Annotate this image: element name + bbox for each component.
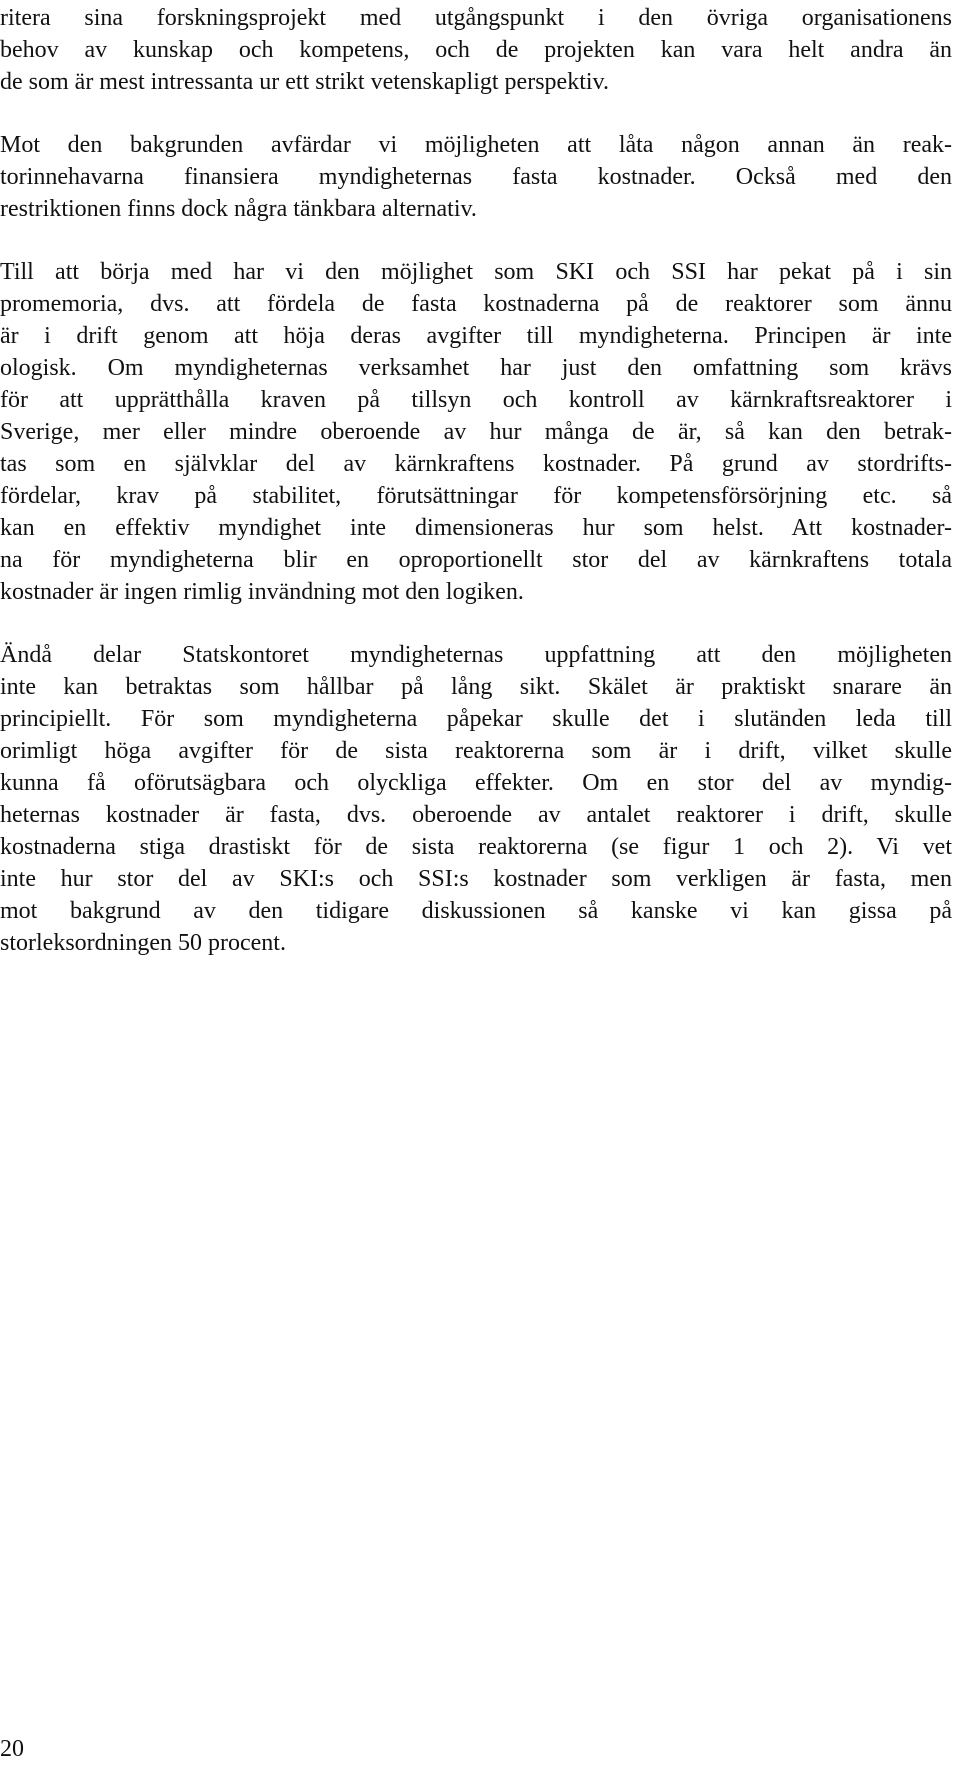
text-line: heternas kostnader är fasta, dvs. oberoende av antalet reaktorer i drift, skulle — [0, 802, 952, 828]
text-line: orimligt höga avgifter för de sista reaktorerna som är i drift, vilket skulle — [0, 738, 952, 764]
text-line: Till att börja med har vi den möjlighet som SKI och SSI har pekat på i sin — [0, 259, 952, 285]
text-line: promemoria, dvs. att fördela de fasta kostnaderna på de reaktorer som ännu — [0, 291, 952, 317]
text-line: Ändå delar Statskontoret myndigheternas uppfattning att den möjligheten — [0, 642, 952, 668]
text-line: inte kan betraktas som hållbar på lång sikt. Skälet är praktiskt snarare än — [0, 674, 952, 700]
text-line: ritera sina forskningsprojekt med utgångspunkt i den övriga organisationens — [0, 5, 952, 31]
paragraph — [0, 256, 952, 608]
paragraph — [0, 2, 952, 98]
text-line: tas som en självklar del av kärnkraftens kostnader. På grund av stordrifts- — [0, 451, 952, 477]
text-line: torinnehavarna finansiera myndigheternas fasta kostnader. Också med den — [0, 164, 952, 190]
page-number: 20 — [0, 1736, 24, 1762]
text-line: restriktionen finns dock några tänkbara alternativ. — [0, 196, 477, 222]
text-line: na för myndigheterna blir en oproportionellt stor del av kärnkraftens totala — [0, 547, 952, 573]
paragraph — [0, 129, 952, 225]
text-line: kunna få oförutsägbara och olyckliga effekter. Om en stor del av myndig- — [0, 770, 952, 796]
text-line: är i drift genom att höja deras avgifter till myndigheterna. Principen är inte — [0, 323, 952, 349]
text-line: kostnaderna stiga drastiskt för de sista reaktorerna (se figur 1 och 2). Vi vet — [0, 834, 952, 860]
text-line: de som är mest intressanta ur ett strikt vetenskapligt perspektiv. — [0, 69, 609, 95]
text-line: behov av kunskap och kompetens, och de projekten kan vara helt andra än — [0, 37, 952, 63]
text-line: mot bakgrund av den tidigare diskussionen så kanske vi kan gissa på — [0, 898, 952, 924]
text-line: principiellt. För som myndigheterna påpekar skulle det i slutänden leda till — [0, 706, 952, 732]
text-line: Mot den bakgrunden avfärdar vi möjligheten att låta någon annan än reak- — [0, 132, 952, 158]
text-line: inte hur stor del av SKI:s och SSI:s kostnader som verkligen är fasta, men — [0, 866, 952, 892]
text-line: storleksordningen 50 procent. — [0, 930, 286, 956]
text-line: kostnader är ingen rimlig invändning mot den logiken. — [0, 579, 524, 605]
text-line: kan en effektiv myndighet inte dimensioneras hur som helst. Att kostnader- — [0, 515, 952, 541]
text-line: ologisk. Om myndigheternas verksamhet har just den omfattning som krävs — [0, 355, 952, 381]
text-line: Sverige, mer eller mindre oberoende av hur många de är, så kan den betrak- — [0, 419, 952, 445]
text-line: fördelar, krav på stabilitet, förutsättningar för kompetensförsörjning etc. så — [0, 483, 952, 509]
text-line: för att upprätthålla kraven på tillsyn och kontroll av kärnkraftsreaktorer i — [0, 387, 952, 413]
paragraph — [0, 639, 952, 959]
body-text — [0, 2, 952, 990]
